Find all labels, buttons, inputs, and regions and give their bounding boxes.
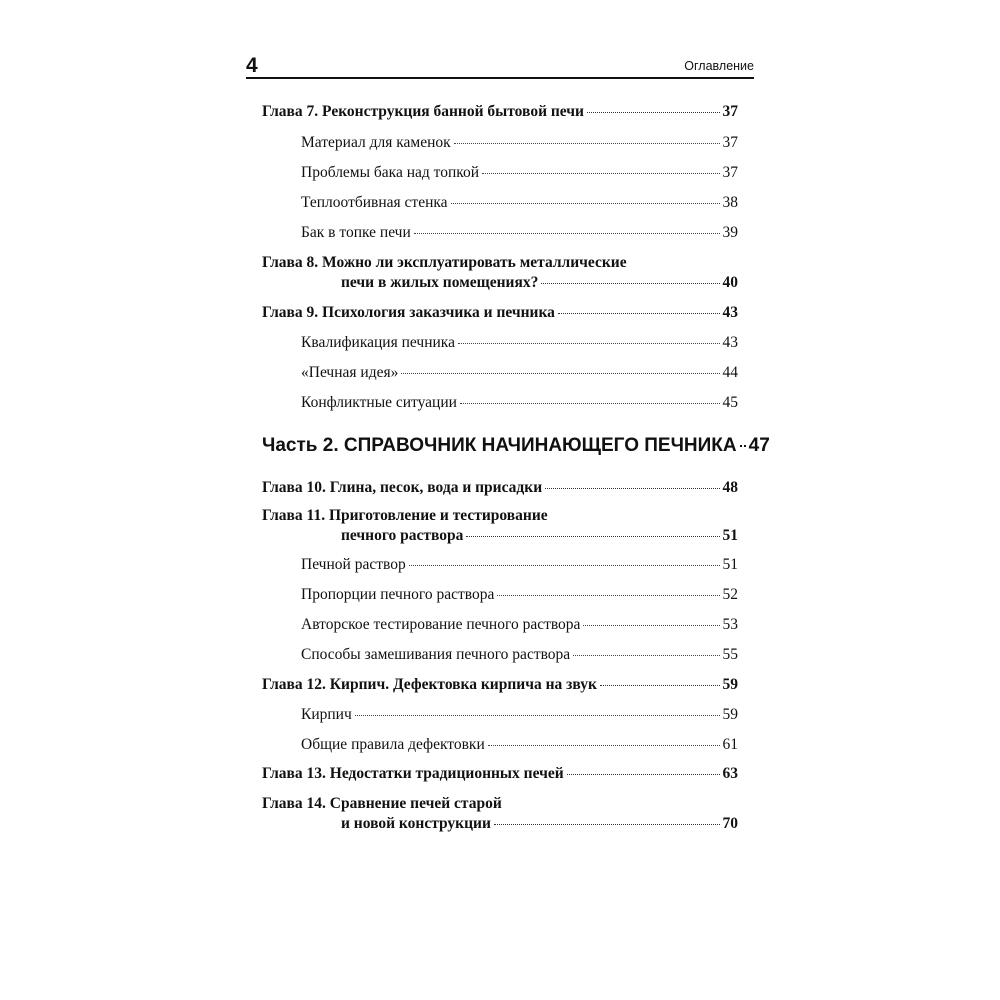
toc-page-number: 47: [748, 435, 770, 456]
toc-page-number: 51: [722, 527, 738, 544]
toc-chapter-8-title: Глава 8. Можно ли эксплуатировать металлические: [262, 254, 627, 271]
toc-page-number: 37: [722, 164, 738, 181]
toc-chapter-10: [262, 479, 738, 497]
dot-leader: [488, 745, 720, 746]
dot-leader: [583, 625, 719, 626]
dot-leader: [482, 173, 719, 174]
dot-leader: [567, 774, 720, 775]
toc-chapter-7: [262, 103, 738, 121]
toc-page-number: 38: [722, 194, 738, 211]
toc-chapter-title: Глава 9. Психология заказчика и печника: [262, 304, 555, 321]
toc-section: [301, 736, 738, 754]
toc-page-number: 55: [722, 646, 738, 663]
toc-section: [301, 134, 738, 152]
running-header: [246, 56, 754, 78]
toc-page-number: 45: [722, 394, 738, 411]
toc-section-title: Пропорции печного раствора: [301, 586, 495, 603]
toc-page-number: 37: [722, 134, 738, 151]
toc-chapter-12: [262, 676, 738, 694]
toc-part-2: [262, 435, 770, 457]
toc-page-number: 70: [722, 815, 738, 832]
toc-section: [301, 616, 738, 634]
toc-chapter-9: [262, 304, 738, 322]
dot-leader: [573, 655, 719, 656]
toc-page-number: 61: [722, 736, 738, 753]
toc-chapter-title-cont: и новой конструкции: [341, 815, 491, 832]
toc-section-title: Авторское тестирование печного раствора: [301, 616, 581, 633]
toc-chapter-8: [341, 274, 738, 292]
dot-leader: [494, 824, 720, 825]
toc-section: [301, 164, 738, 182]
toc-section: [301, 394, 738, 412]
toc-chapter-title: Глава 7. Реконструкция банной бытовой печи: [262, 103, 584, 120]
toc-chapter-14: [341, 815, 738, 833]
toc-chapter-title: Глава 10. Глина, песок, вода и присадки: [262, 479, 543, 496]
toc-page-number: 44: [722, 364, 738, 381]
dot-leader: [740, 445, 746, 447]
dot-leader: [497, 595, 719, 596]
toc-section-title: Материал для каменок: [301, 134, 451, 151]
dot-leader: [414, 233, 720, 234]
dot-leader: [454, 143, 720, 144]
toc-chapter-title-cont: печного раствора: [341, 527, 464, 544]
toc-section: [301, 364, 738, 382]
toc-section-title: Общие правила дефектовки: [301, 736, 485, 753]
toc-chapter-11: [341, 527, 738, 545]
toc-section-title: Кирпич: [301, 706, 352, 723]
toc-section-title: Проблемы бака над топкой: [301, 164, 480, 181]
toc-chapter-11-title: Глава 11. Приготовление и тестирование: [262, 507, 548, 524]
toc-section-title: Теплоотбивная стенка: [301, 194, 448, 211]
toc-section: [301, 706, 738, 724]
toc-section-title: «Печная идея»: [301, 364, 399, 381]
dot-leader: [600, 685, 720, 686]
dot-leader: [451, 203, 720, 204]
toc-page-number: 59: [722, 676, 738, 693]
toc-page-number: 52: [722, 586, 738, 603]
toc-chapter-title: Глава 13. Недостатки традиционных печей: [262, 765, 564, 782]
toc-page-number: 39: [722, 224, 738, 241]
dot-leader: [458, 343, 720, 344]
dot-leader: [558, 313, 720, 314]
toc-chapter-14-title: Глава 14. Сравнение печей старой: [262, 795, 502, 812]
toc-page-number: 53: [722, 616, 738, 633]
toc-section: [301, 556, 738, 574]
dot-leader: [460, 403, 720, 404]
toc-section: [301, 586, 738, 604]
toc-page-number: 43: [722, 304, 738, 321]
dot-leader: [466, 536, 719, 537]
dot-leader: [545, 488, 719, 489]
toc-chapter-title-cont: печи в жилых помещениях?: [341, 274, 539, 291]
toc-section: [301, 334, 738, 352]
page-number: 4: [246, 54, 258, 77]
dot-leader: [355, 715, 720, 716]
toc-chapter-13: [262, 765, 738, 783]
toc-page-number: 51: [722, 556, 738, 573]
running-title: Оглавление: [684, 59, 754, 73]
toc-page-number: 59: [722, 706, 738, 723]
dot-leader: [401, 373, 719, 374]
toc-section: [301, 224, 738, 242]
toc-page-number: 48: [722, 479, 738, 496]
dot-leader: [409, 565, 720, 566]
toc-chapter-title: Глава 12. Кирпич. Дефектовка кирпича на звук: [262, 676, 597, 693]
toc-part-title: Часть 2. СПРАВОЧНИК НАЧИНАЮЩЕГО ПЕЧНИКА: [262, 435, 737, 456]
toc-page-number: 63: [722, 765, 738, 782]
dot-leader: [541, 283, 719, 284]
toc-page-number: 37: [722, 103, 738, 120]
dot-leader: [587, 112, 720, 113]
toc-page-number: 40: [722, 274, 738, 291]
header-rule: [246, 77, 754, 79]
toc-section-title: Бак в топке печи: [301, 224, 411, 241]
toc-section-title: Способы замешивания печного раствора: [301, 646, 571, 663]
toc-section-title: Печной раствор: [301, 556, 406, 573]
toc-page-number: 43: [722, 334, 738, 351]
toc-section: [301, 194, 738, 212]
toc-section-title: Конфликтные ситуации: [301, 394, 457, 411]
toc-section-title: Квалификация печника: [301, 334, 455, 351]
toc-section: [301, 646, 738, 664]
